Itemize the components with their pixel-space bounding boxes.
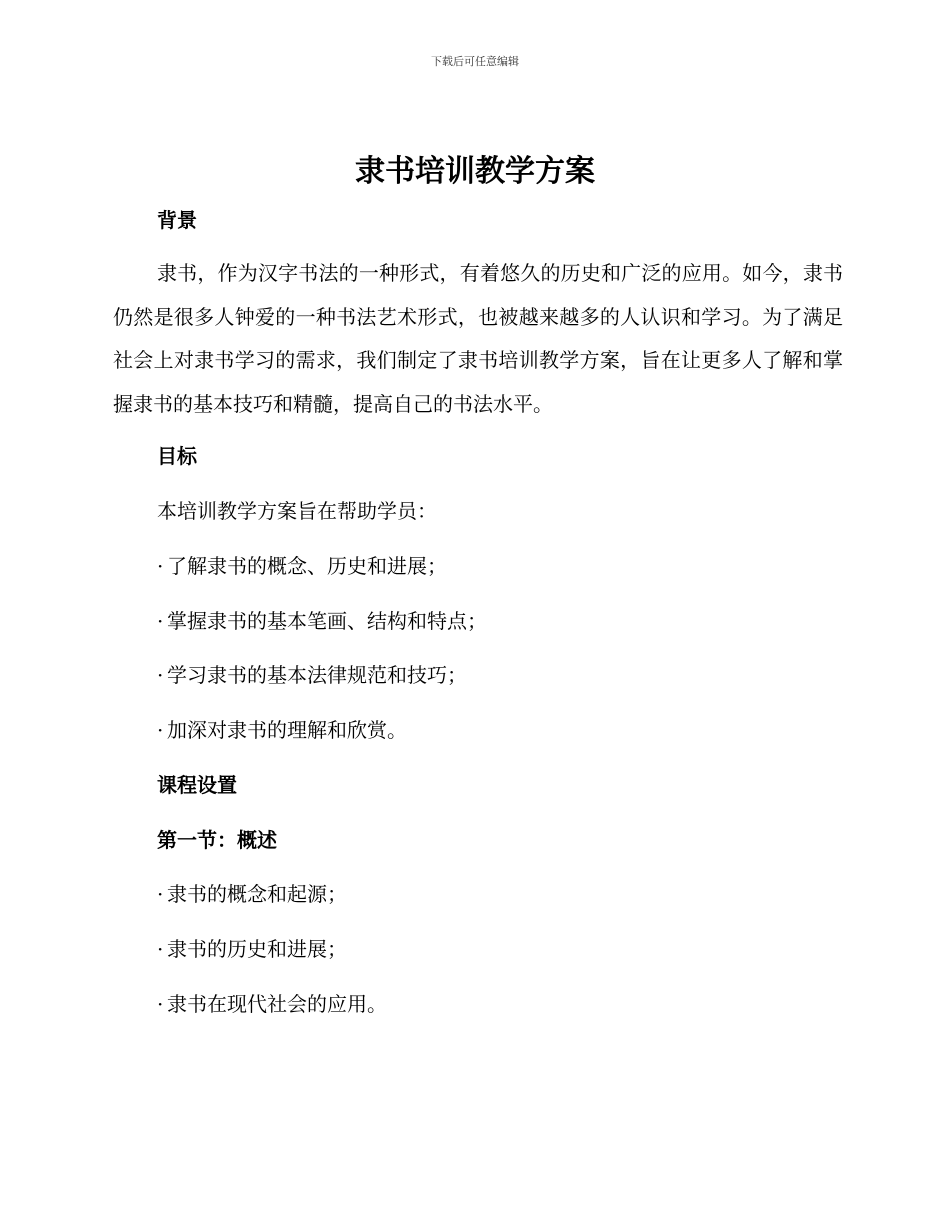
background-paragraph: 隶书，作为汉字书法的一种形式，有着悠久的历史和广泛的应用。如今，隶书仍然是很多人钟爱的一种书法艺术形式，也被越来越多的人认识和学习。为了满足社会上对隶书学习的需求，我们制定了隶书培训教学方案，旨在让更多人了解和掌握隶书的基本技巧和精髓，提高自己的书法水平。 (113, 261, 843, 416)
bullet-dot: · (157, 609, 164, 633)
section-heading-courses: 课程设置 (157, 773, 237, 797)
lesson-list-item (157, 990, 387, 1018)
goal-item-text: 了解隶书的概念、历史和进展； (167, 554, 447, 578)
lesson-list-item (157, 935, 347, 963)
goal-list-item (157, 661, 467, 689)
lesson-item-text: 隶书的概念和起源； (167, 882, 347, 906)
goals-intro: 本培训教学方案旨在帮助学员： (157, 499, 437, 523)
document-title: 隶书培训教学方案 (355, 154, 595, 189)
goal-item-text: 加深对隶书的理解和欣赏。 (167, 718, 407, 742)
section-heading-background: 背景 (157, 208, 197, 232)
goal-item-text: 学习隶书的基本法律规范和技巧； (167, 663, 467, 687)
goal-list-item (157, 607, 487, 635)
goal-list-item (157, 716, 407, 744)
lesson-list-item (157, 880, 347, 908)
bullet-dot: · (157, 937, 164, 961)
lesson-item-text: 隶书在现代社会的应用。 (167, 992, 387, 1016)
lesson-heading-1: 第一节：概述 (157, 828, 277, 852)
lesson-item-text: 隶书的历史和进展； (167, 937, 347, 961)
header-note: 下载后可任意编辑 (431, 55, 519, 68)
goal-list-item (157, 552, 447, 580)
bullet-dot: · (157, 554, 164, 578)
bullet-dot: · (157, 718, 164, 742)
bullet-dot: · (157, 882, 164, 906)
section-heading-goals: 目标 (157, 444, 197, 468)
bullet-dot: · (157, 992, 164, 1016)
bullet-dot: · (157, 663, 164, 687)
goal-item-text: 掌握隶书的基本笔画、结构和特点； (167, 609, 487, 633)
